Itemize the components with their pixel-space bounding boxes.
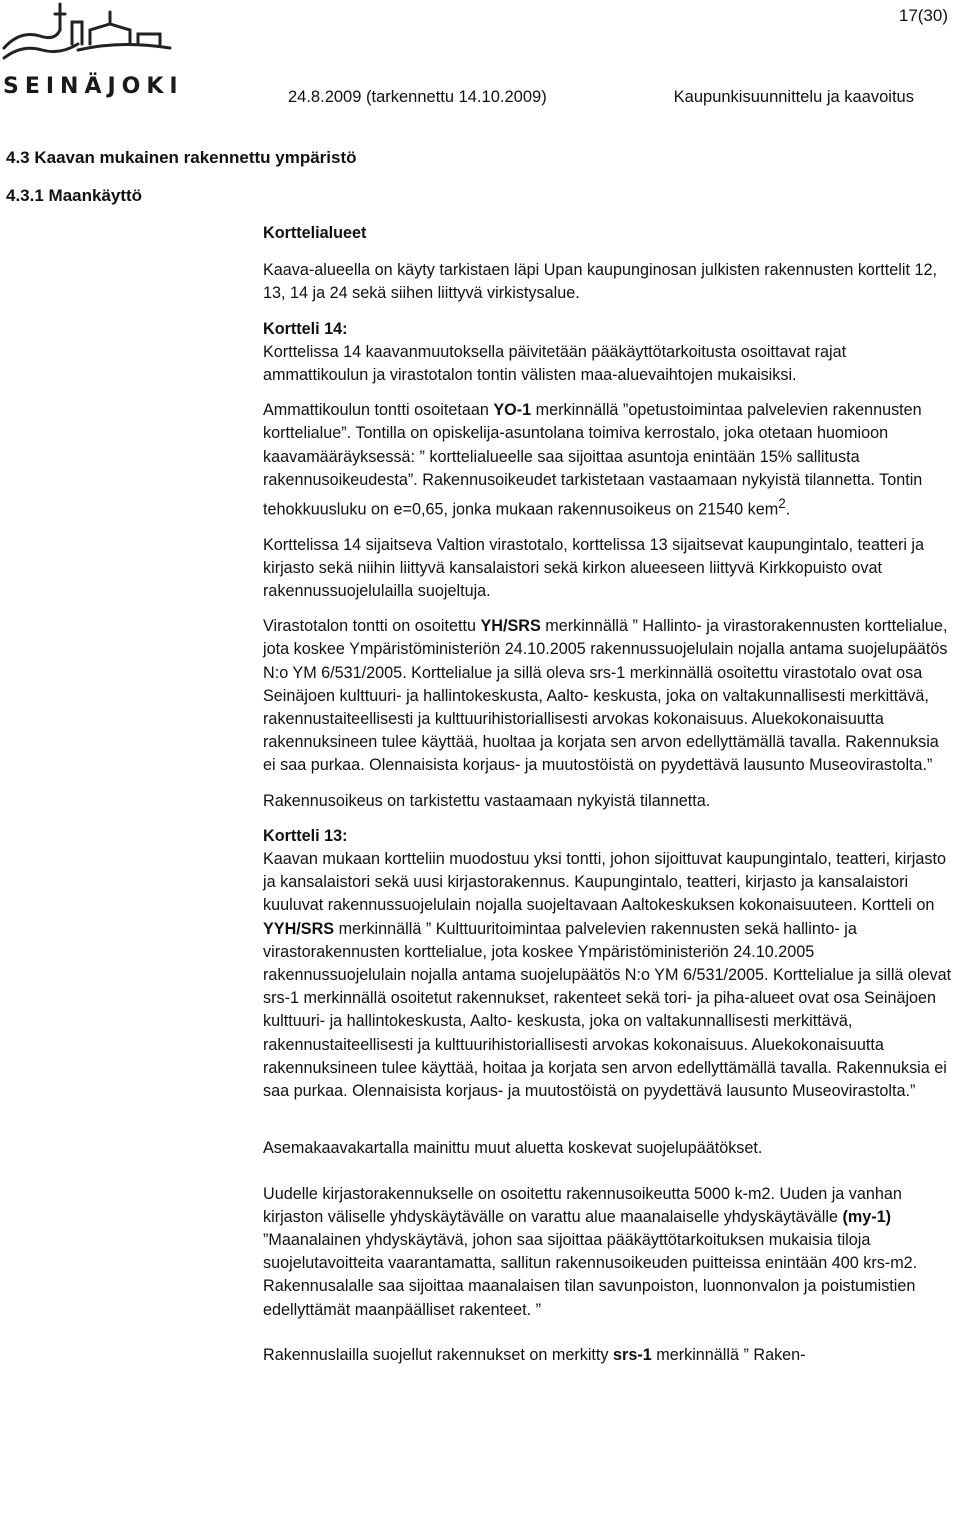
intro-paragraph: Kaava-alueella on käyty tarkistaen läpi Upan kaupunginosan julkisten rakennusten korttelit 12, 13, 14 ja 24 sekä siihen liittyvä virkistysalue. — [263, 261, 937, 303]
kirjasto-text: Uudelle kirjastorakennukselle on osoitettu rakennusoikeutta 5000 k-m2. Uuden ja vanhan kirjaston väliselle yhdyskäytävälle on varattu alue maanalaiselle yhdyskäytävälle — [263, 1184, 902, 1226]
yh-srs-text: Virastotalon tontti on osoitettu — [263, 617, 481, 636]
page-number: 17(30) — [898, 6, 948, 25]
my-1-code: (my-1) — [842, 1207, 892, 1226]
srs-1-text-cont: merkinnällä ” Raken- — [651, 1345, 806, 1364]
srs-1-text: Rakennuslailla suojellut rakennukset on merkitty — [263, 1345, 614, 1364]
city-logo — [0, 0, 184, 100]
protection-paragraph: Korttelissa 14 sijaitseva Valtion virastotalo, korttelissa 13 sijaitsevat kaupungintalo, teatteri ja kirjasto sekä niihin liittyvä kansalaistori sekä kirkon alueeseen liittyvä Kirkkopuisto ovat rakennussuojelulailla suojeltuja. — [263, 535, 925, 601]
yo-1-text: Ammattikoulun tontti osoitetaan — [263, 401, 494, 420]
kirjasto-paragraph — [263, 1183, 955, 1322]
department-name: Kaupunkisuunnittelu ja kaavoitus — [673, 88, 914, 106]
yo-1-paragraph — [263, 399, 955, 521]
yh-srs-paragraph — [263, 615, 955, 777]
logo-text: SEINÄJOKI — [3, 74, 184, 99]
kortteli-13-paragraph — [263, 848, 955, 1103]
kirjasto-text-cont: ”Maanalainen yhdyskäytävä, johon saa sijoittaa pääkäyttötarkoituksen mukaisia tiloja suojelutavoitteita vaarantamatta, sallitun rakennusoikeuden puitteissa enintään 400 krs-m2. Rakennusalalle saa sijoittaa maanalaisen tilan savunpoiston, luonnonvalon ja poistumistien edellyttämät maanpäälliset rakenteet. ” — [263, 1230, 918, 1319]
srs-1-paragraph — [263, 1344, 955, 1367]
yh-srs-text-cont: merkinnällä ” Hallinto- ja virastorakennusten korttelialue, jota koskee Ympäristöministeriön 24.10.2005 rakennussuojelulain nojalla antama suojelupäätös N:o YM 6/531/2005. Korttelialue ja sillä oleva srs-1 merkinnällä osoitettu virastotalo ovat osa Seinäjoen kulttuuri- ja hallintokeskusta, Aalto- keskusta, joka on valtakunnallisesti merkittävä, rakennustaiteellisesti ja kulttuurihistoriallisesti arvokas kokonaisuus. Aluekokonaisuutta rakennuksineen tulee käyttää, huoltaa ja korjata sen arvon edellyttämällä tavalla. Rakennuksia ei saa purkaa. Olennaisista korjaus- ja muutostöistä on pyydettävä lausunto Museovirastolta.” — [263, 617, 948, 775]
kortteli-13-text-cont: merkinnällä ” Kulttuuritoimintaa palvelevien rakennusten sekä hallinto- ja virastorakennusten korttelialue, jota koskee Ympäristöministeriön 24.10.2005 rakennussuojelulain nojalla antama suojelupäätös N:o YM 6/531/2005. Korttelialue ja sillä olevat srs-1 merkinnällä osoitetut rakennukset, rakenteet sekä tori- ja piha-alueet ovat osa Seinäjoen kulttuuri- ja hallintokeskusta, Aalto- keskusta, joka on valtakunnallisesti merkittävä, rakennustaiteellisesti ja kulttuurihistoriallisesti arvokas kokonaisuus. Aluekokonaisuutta rakennuksineen tulee käyttää, hoitaa ja korjata sen arvon edellyttämällä tavalla. Rakennuksia ei saa purkaa. Olennaisista korjaus- ja muutostöistä on pyydettävä lausunto Museovirastolta.” — [263, 919, 952, 1101]
kortteli-13-text: Kaavan mukaan kortteliin muodostuu yksi tontti, johon sijoittuvat kaupungintalo, teatteri, kirjasto ja kansalaistori sekä uusi kirjastorakennus. Kaupungintalo, teatteri, kirjasto ja kansalaistori kuuluvat rakennussuojelulain nojalla suojeltavaan Aaltokeskuksen kokonaisuuteen. Kortteli on — [263, 850, 946, 915]
skyline-icon — [0, 0, 175, 70]
kortteli-14-paragraph: Korttelissa 14 kaavanmuutoksella päivitetään pääkäyttötarkoitusta osoittavat rajat ammattikoulun ja virastotalon tontin välisten maa-aluevaihtojen mukaisiksi. — [263, 342, 847, 385]
kortteli-13-label: Kortteli 13: — [263, 826, 348, 845]
document-body — [263, 222, 955, 1379]
rakennusoikeus-paragraph: Rakennusoikeus on tarkistettu vastaamaan nykyistä tilannetta. — [263, 791, 711, 810]
yo-1-code: YO-1 — [493, 401, 532, 420]
document-date: 24.8.2009 (tarkennettu 14.10.2009) — [288, 88, 547, 106]
korttelialueet-heading: Korttelialueet — [263, 224, 367, 242]
kortteli-14-label: Kortteli 14: — [263, 319, 348, 338]
yo-1-text-cont: merkinnällä ”opetustoimintaa palvelevien rakennusten korttelialue”. Tontilla on opiskelija-asuntolana toimiva kerrostalo, joka otetaan huomioon kaavamääräyksessä: ” korttelialueelle saa sijoittaa asuntoja enintään 15% sallitusta rakennusoikeudesta”. Rakennusoikeudet tarkistetaan vastaamaan nykyistä tilannetta. Tontin tehokkuusluku on e=0,65, jonka mukaan rakennusoikeus on 21540 kem — [263, 401, 923, 519]
asemakaava-paragraph: Asemakaavakartalla mainittu muut aluetta koskevat suojelupäätökset. — [263, 1139, 763, 1158]
section-heading: 4.3 Kaavan mukainen rakennettu ympäristö — [6, 148, 357, 167]
subsection-heading: 4.3.1 Maankäyttö — [6, 186, 143, 205]
yyh-srs-code: YYH/SRS — [263, 919, 335, 938]
yo-1-text-end: . — [785, 500, 791, 519]
yh-srs-code: YH/SRS — [480, 617, 541, 636]
srs-1-code: srs-1 — [613, 1345, 652, 1364]
unit-superscript: 2 — [778, 496, 786, 512]
